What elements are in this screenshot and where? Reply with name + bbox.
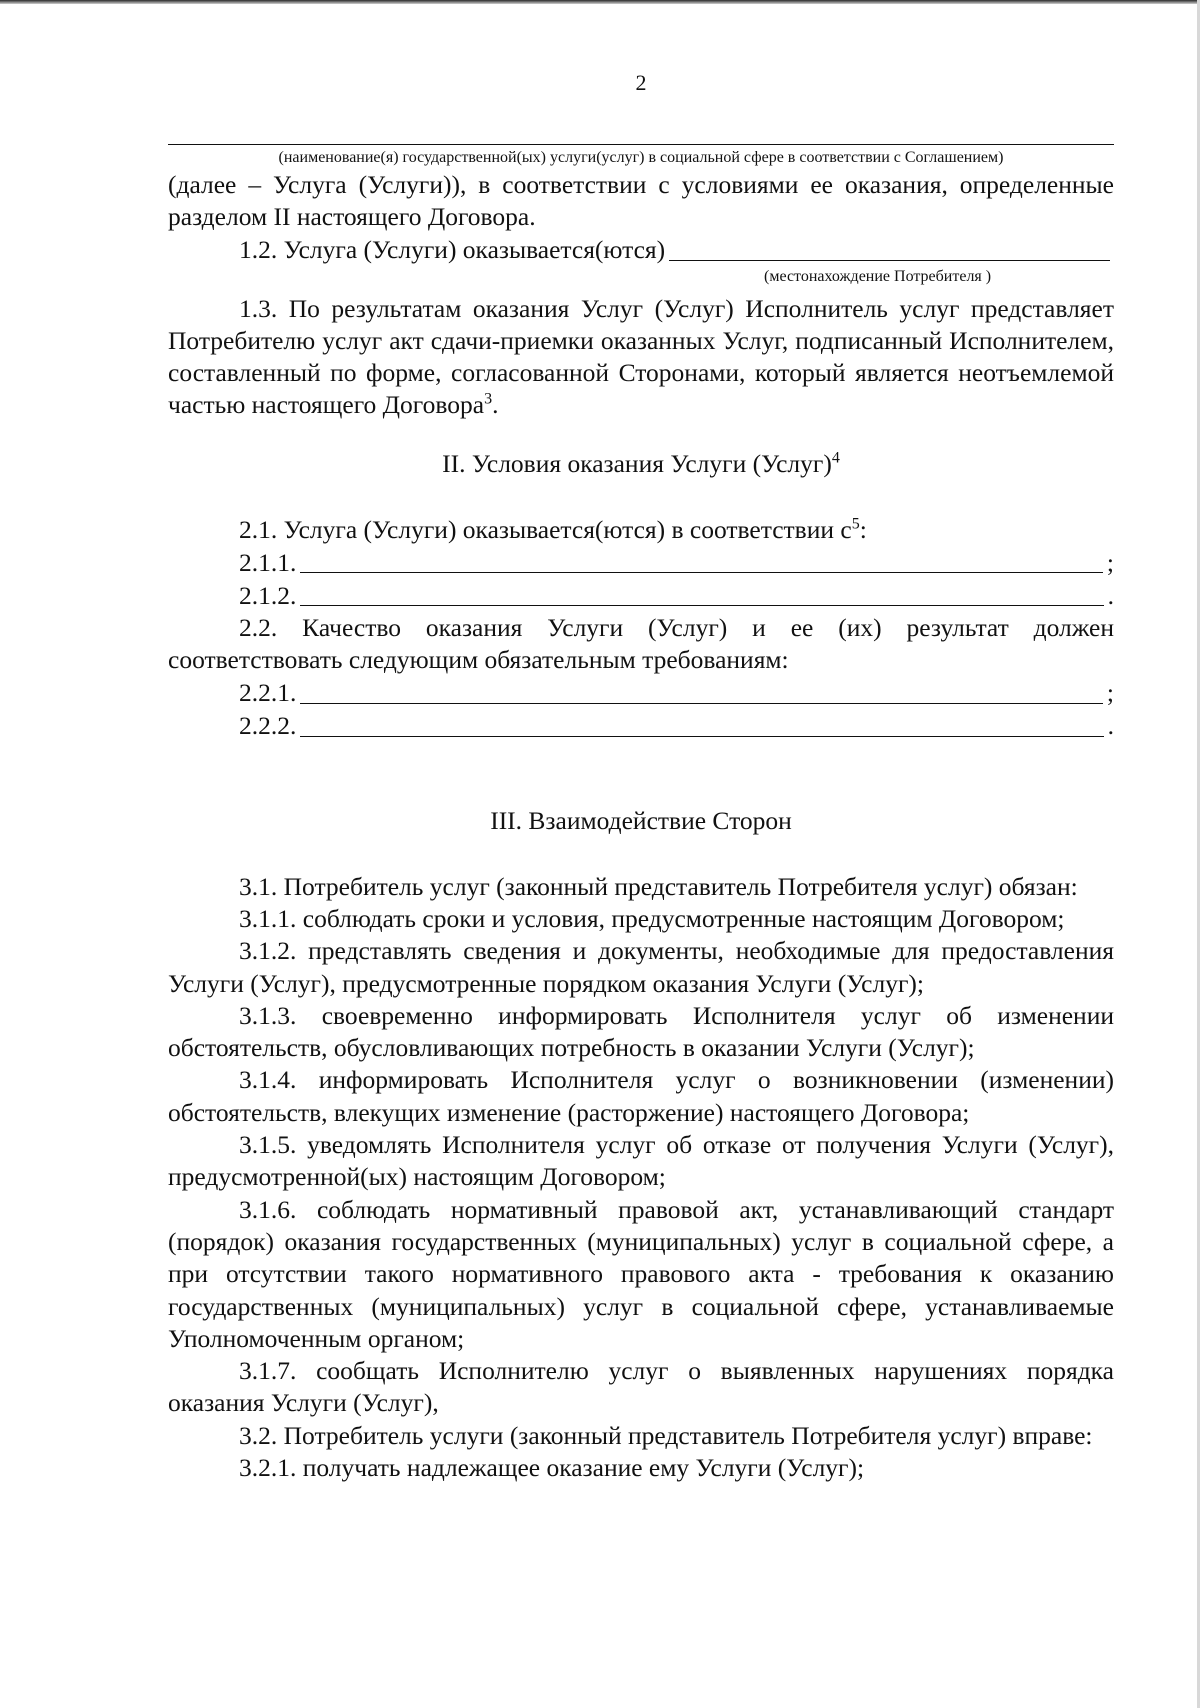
clause-2-1-1-end: ; xyxy=(1106,547,1114,577)
clause-1-3 xyxy=(168,293,1114,422)
clause-2-2-1 xyxy=(168,677,1114,710)
clause-2-2-2 xyxy=(168,710,1114,743)
clause-3-1-2: 3.1.2. представлять сведения и документы, необходимые для предоставления Услуги (Услуг), предусмотренные порядком оказания Услуги (Услуг); xyxy=(168,936,1114,998)
clause-3-1-1: 3.1.1. соблюдать сроки и условия, предусмотренные настоящим Договором; xyxy=(239,903,1065,933)
footnote-3: 3 xyxy=(484,390,493,408)
clause-3-2: 3.2. Потребитель услуги (законный представитель Потребителя услуг) вправе: xyxy=(239,1420,1093,1450)
clause-2-2-2-end: . xyxy=(1107,711,1114,741)
service-name-caption: (наименование(я) государственной(ых) услуги(услуг) в социальной сфере в соответствии с Соглашением) xyxy=(278,149,1004,166)
clause-2-1-1 xyxy=(168,546,1114,579)
clause-2-1 xyxy=(168,514,1114,546)
clause-2-2: 2.2. Качество оказания Услуги (Услуг) и ее (их) результат должен соответствовать следующим обязательным требованиям: xyxy=(168,613,1114,675)
clause-2-1-2-blank xyxy=(300,579,1103,606)
clause-2-1-2-label: 2.1.2. xyxy=(239,580,297,610)
clause-2-1-2-end: . xyxy=(1107,580,1114,610)
footnote-4: 4 xyxy=(831,449,840,467)
service-name-rule xyxy=(168,144,1114,145)
location-caption: (местонахождение Потребителя ) xyxy=(764,267,992,285)
clause-3-1-5: 3.1.5. уведомлять Исполнителя услуг об отказе от получения Услуги (Услуг), предусмотренной(ых) настоящим Договором; xyxy=(168,1130,1114,1192)
clause-3-1-4: 3.1.4. информировать Исполнителя услуг о возникновении (изменении) обстоятельств, влекущих изменение (расторжение) настоящего Договора; xyxy=(168,1065,1114,1127)
clause-1-2 xyxy=(168,234,1114,267)
scan-edge-top xyxy=(0,0,1200,4)
clause-3-1-6: 3.1.6. соблюдать нормативный правовой акт, устанавливающий стандарт (порядок) оказания государственных (муниципальных) услуг в социальной сфере, а при отсутствии такого нормативного правового акта - требования к оказанию государственных (муниципальных) услуг в социальной сфере, устанавливаемые Уполномоченным органом; xyxy=(168,1194,1114,1353)
clause-1-3-text: 1.3. По результатам оказания Услуг (Услуг) Исполнитель услуг представляет Потребителю услуг акт сдачи-приемки оказанных Услуг, подписанный Исполнителем, составленный по форме, согласованной Сторонами, который является неотъемлемой частью настоящего Договора xyxy=(168,293,1114,420)
clause-2-2-2-blank xyxy=(300,710,1103,737)
clause-2-2-1-label: 2.2.1. xyxy=(239,678,297,708)
footnote-5: 5 xyxy=(851,515,860,533)
clause-3-1-7: 3.1.7. сообщать Исполнителю услуг о выявленных нарушениях порядка оказания Услуги (Услуг), xyxy=(168,1356,1114,1418)
clause-2-1-text: 2.1. Услуга (Услуги) оказывается(ются) в соответствии с xyxy=(239,514,852,544)
clause-3-2-1: 3.2.1. получать надлежащее оказание ему Услуги (Услуг); xyxy=(239,1453,865,1483)
clause-2-2-2-label: 2.2.2. xyxy=(239,711,297,741)
page-number: 2 xyxy=(635,70,647,95)
clause-2-1-1-blank xyxy=(300,546,1103,573)
document-page xyxy=(168,70,1114,1484)
section-2-heading xyxy=(168,448,1114,480)
clause-3-1: 3.1. Потребитель услуг (законный представитель Потребителя услуг) обязан: xyxy=(239,871,1078,901)
clause-2-1-end: : xyxy=(859,514,867,544)
section-3-heading: III. Взаимодействие Сторон xyxy=(490,805,792,835)
clause-3-1-3: 3.1.3. своевременно информировать Исполнителя услуг об изменении обстоятельств, обусловливающих потребность в оказании Услуги (Услуг); xyxy=(168,1000,1114,1063)
clause-2-1-2 xyxy=(168,579,1114,612)
clause-2-1-1-label: 2.1.1. xyxy=(239,547,297,577)
clause-2-2-1-end: ; xyxy=(1106,678,1114,708)
clause-1-2-text: 1.2. Услуга (Услуги) оказывается(ются) xyxy=(239,235,666,265)
paragraph-further: (далее – Услуга (Услуги)), в соответствии с условиями ее оказания, определенные разделом II настоящего Договора. xyxy=(168,170,1114,232)
location-blank-line xyxy=(669,234,1110,261)
clause-2-2-1-blank xyxy=(300,677,1103,704)
section-2-title: II. Условия оказания Услуги (Услуг) xyxy=(442,448,832,478)
clause-1-3-end: . xyxy=(492,390,499,420)
